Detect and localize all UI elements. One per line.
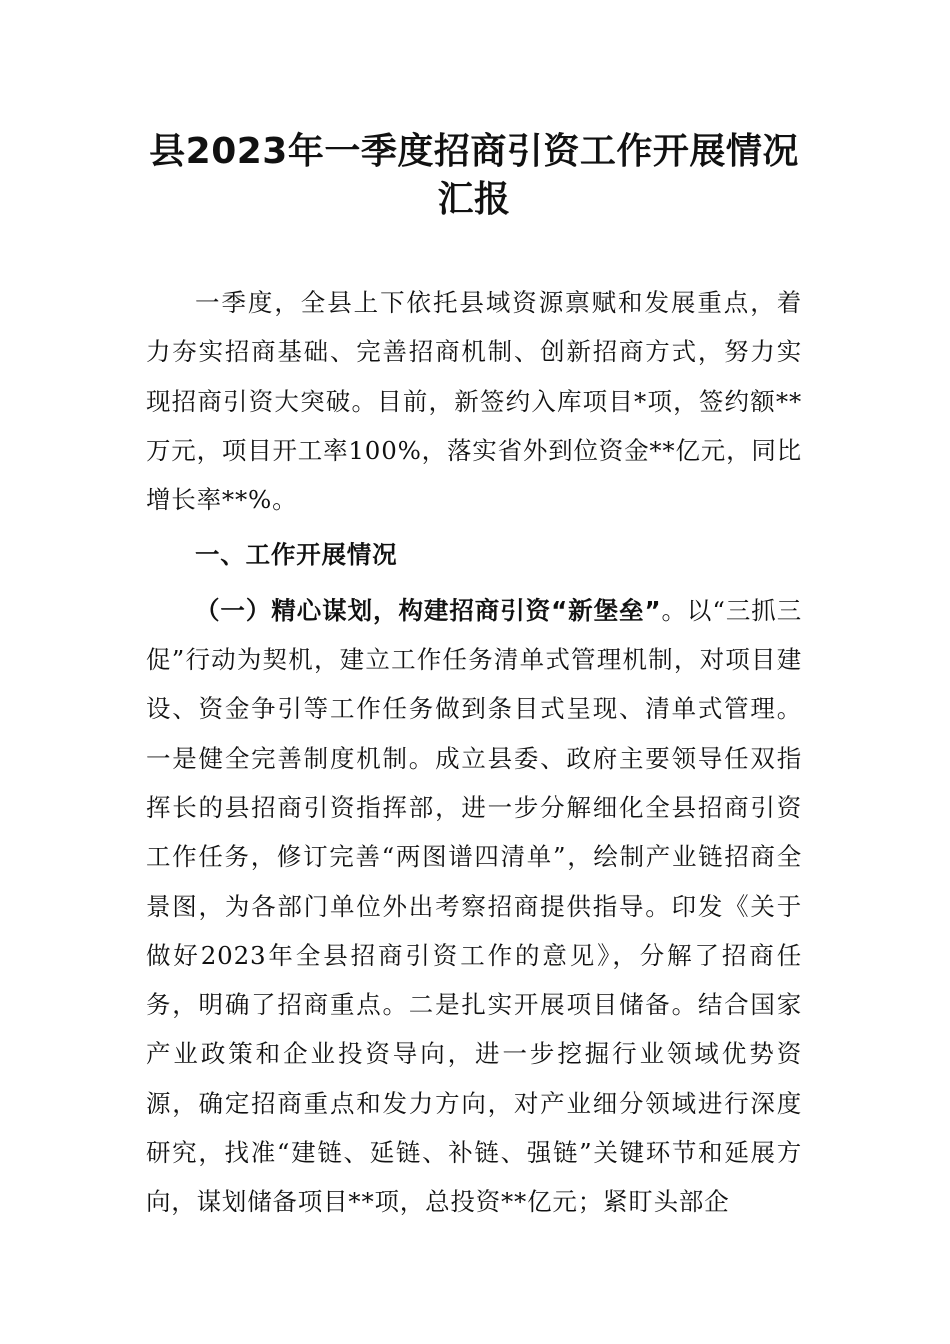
document-title: 县2023年一季度招商引资工作开展情况汇报 <box>149 131 799 220</box>
intro-paragraph: 一季度，全县上下依托县域资源禀赋和发展重点，着力夯实招商基础、完善招商机制、创新招商方式，努力实现招商引资大突破。目前，新签约入库项目*项，签约额**万元，项目开工率100%，落实省外到位资金**亿元，同比增长率**%。 <box>146 288 802 515</box>
subsection-lead-1: （一）精心谋划，构建招商引资“新堡垒” <box>195 595 662 625</box>
subsection-paragraph-1 <box>146 586 802 1227</box>
document-page <box>146 128 802 1227</box>
section-heading-1: 一、工作开展情况 <box>195 540 398 570</box>
subsection-text-1: 。以“三抓三促”行动为契机，建立工作任务清单式管理机制，对项目建设、资金争引等工作任务做到条目式呈现、清单式管理。一是健全完善制度机制。成立县委、政府主要领导任双指挥长的县招商引资指挥部，进一步分解细化全县招商引资工作任务，修订完善“两图谱四清单”，绘制产业链招商全景图，为各部门单位外出考察招商提供指导。印发《关于做好2023年全县招商引资工作的意见》，分解了招商任务，明确了招商重点。二是扎实开展项目储备。结合国家产业政策和企业投资导向，进一步挖掘行业领域优势资源，确定招商重点和发力方向，对产业细分领域进行深度研究，找准“建链、延链、补链、强链”关键环节和延展方向，谋划储备项目**项，总投资**亿元；紧盯头部企 <box>146 595 803 1217</box>
